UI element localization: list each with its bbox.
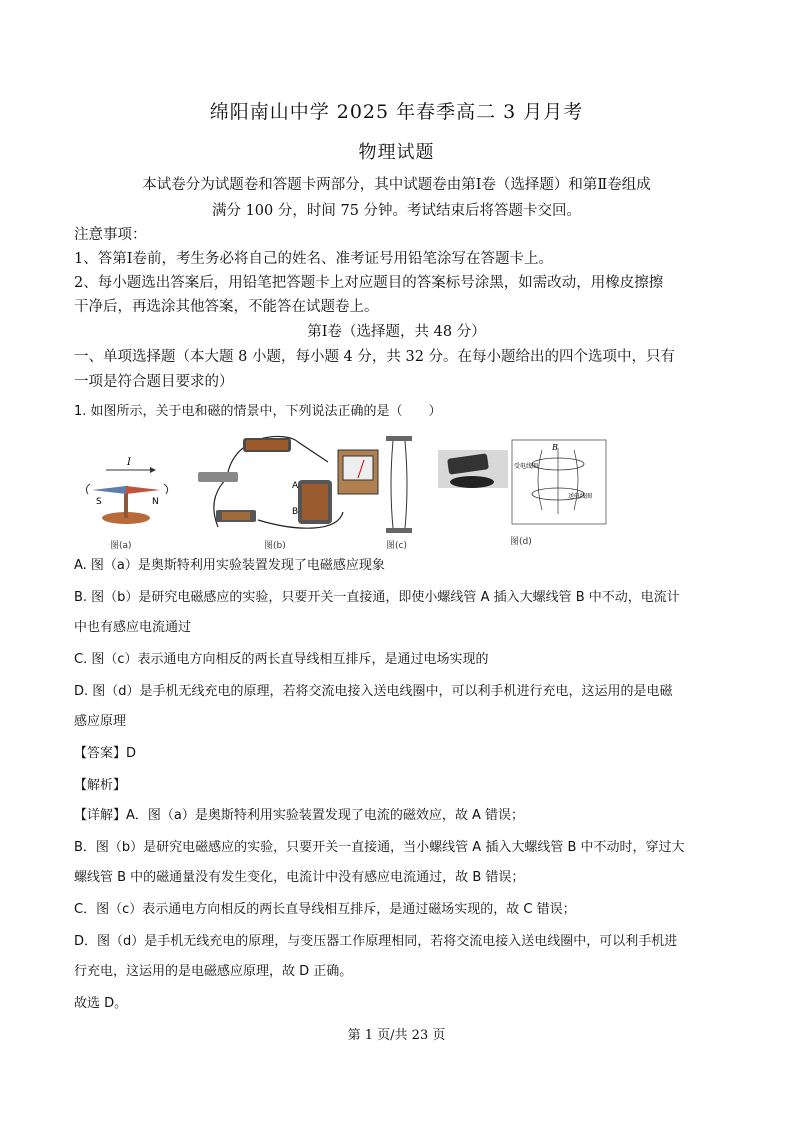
section-title: 第Ⅰ卷（选择题，共 48 分）: [307, 324, 486, 340]
figure-b-circuit: [188, 432, 388, 542]
detail-line-4: C．图（c）表示通电方向相反的两长直导线相互排斥，是通过磁场实现的，故 C 错误；: [74, 902, 576, 917]
exam-subtitle: 物理试题: [358, 142, 435, 163]
notes-heading: 注意事项：: [74, 227, 147, 243]
figure-d-wireless-charging: [438, 438, 608, 538]
figure-a-s-label: S: [96, 497, 102, 507]
option-b-line-2: 中也有感应电流通过: [74, 620, 192, 635]
figure-c-caption: 图(c): [386, 541, 407, 551]
option-a: A. 图（a）是奥斯特利用实验装置发现了电磁感应现象: [74, 558, 385, 573]
figure-d-field-label: B: [552, 443, 558, 452]
figure-b-caption: 图(b): [264, 541, 286, 551]
notes-item-2b: 干净后，再选涂其他答案，不能答在试题卷上。: [74, 299, 379, 315]
figure-b-label-a: A: [292, 481, 299, 491]
detail-line-5: D．图（d）是手机无线充电的原理，与变压器工作原理相同，若将交流电接入送电线圈中，可以利手机进: [74, 934, 678, 949]
page-footer: 第 1 页/共 23 页: [347, 1028, 446, 1043]
analysis-heading: 【解析】: [74, 778, 127, 793]
option-d-line-2: 感应原理: [74, 714, 127, 729]
figure-d-receiver-coil: 受电线圈: [514, 463, 539, 470]
figure-a-compass: [82, 452, 172, 552]
notes-item-2a: 2、每小题选出答案后，用铅笔把答题卡上对应题目的答案标号涂黑，如需改动，用橡皮擦擦: [74, 275, 664, 291]
detail-line-2: B．图（b）是研究电磁感应的实验，只要开关一直接通，当小螺线管 A 插入大螺线管 B 中不动时，穿过大: [74, 840, 685, 855]
option-c: C. 图（c）表示通电方向相反的两长直导线相互排斥，是通过电场实现的: [74, 652, 489, 667]
figure-a-current-label: I: [127, 457, 131, 468]
intro-line-2: 满分 100 分，时间 75 分钟。考试结束后将答题卡交回。: [211, 203, 582, 219]
answer: 【答案】D: [74, 746, 137, 761]
option-b-line-1: B. 图（b）是研究电磁感应的实验，只要开关一直接通，即使小螺线管 A 插入大螺线管 B 中不动，电流计: [74, 590, 680, 605]
figure-c-wires: [384, 436, 414, 536]
section-desc-a: 一、单项选择题（本大题 8 小题，每小题 4 分，共 32 分。在每小题给出的四个选项中，只有: [74, 349, 676, 365]
detail-line-6: 行充电，这运用的是电磁感应原理，故 D 正确。: [74, 964, 353, 979]
intro-line-1: 本试卷分为试题卷和答题卡两部分，其中试题卷由第Ⅰ卷（选择题）和第Ⅱ卷组成: [142, 177, 651, 193]
notes-item-1: 1、答第Ⅰ卷前，考生务必将自己的姓名、准考证号用铅笔涂写在答题卡上。: [74, 251, 553, 267]
question-figures: [76, 430, 616, 550]
figure-a-n-label: N: [152, 497, 159, 507]
figure-d-transmitter-coil: 送电线圈: [568, 493, 593, 500]
detail-line-3: 螺线管 B 中的磁通量没有发生变化，电流计中没有感应电流通过，故 B 错误；: [74, 870, 525, 885]
figure-d-caption: 图(d): [510, 537, 532, 547]
section-desc-b: 一项是符合题目要求的）: [74, 374, 234, 390]
detail-line-1: 【详解】A．图（a）是奥斯特利用实验装置发现了电流的磁效应，故 A 错误；: [74, 808, 525, 823]
detail-line-7: 故选 D。: [74, 996, 128, 1011]
option-d-line-1: D. 图（d）是手机无线充电的原理，若将交流电接入送电线圈中，可以利手机进行充电，这运用的是电磁: [74, 684, 673, 699]
question-stem: 1. 如图所示，关于电和磁的情景中，下列说法正确的是（ ）: [74, 404, 442, 419]
figure-a-caption: 图(a): [110, 541, 132, 551]
exam-title: 绵阳南山中学 2025 年春季高二 3 月月考: [209, 101, 584, 123]
figure-b-label-b: B: [292, 507, 299, 517]
